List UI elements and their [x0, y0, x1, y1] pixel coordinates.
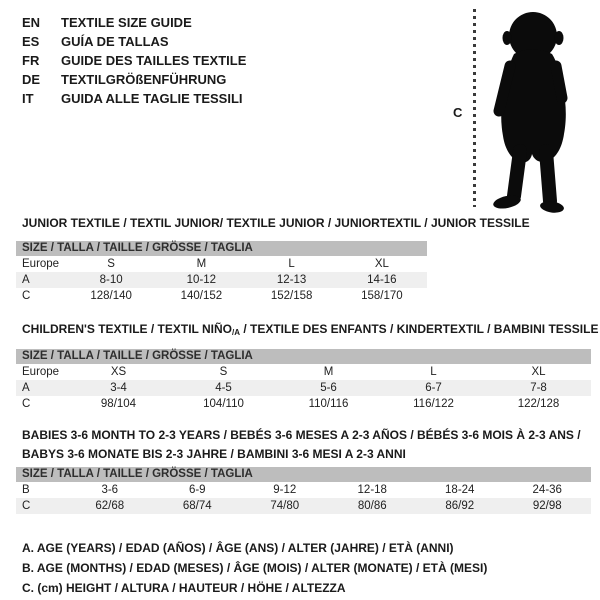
table-cell: M — [196, 258, 207, 270]
childrens-size-table — [16, 364, 591, 412]
table-row-height — [16, 396, 591, 412]
table-cell: S — [219, 366, 228, 378]
table-cell: 110/116 — [308, 398, 349, 410]
language-row-fr — [22, 51, 246, 70]
table-row-europe — [16, 256, 427, 272]
table-cell: XL — [374, 258, 389, 270]
table-cell: S — [107, 258, 115, 270]
table-cell: 6-7 — [425, 382, 442, 394]
table-cell: XS — [110, 366, 127, 378]
table-cell: 3-6 — [101, 484, 119, 496]
language-label: GUIDA ALLE TAGLIE TESSILI — [61, 91, 243, 106]
table-cell: 116/122 — [413, 398, 454, 410]
table-cell: 74/80 — [270, 500, 300, 512]
table-cell: 6-9 — [188, 484, 206, 496]
language-code: EN — [22, 15, 41, 30]
table-cell: 86/92 — [445, 500, 475, 512]
language-label: GUIDE DES TAILLES TEXTILE — [61, 53, 247, 68]
language-label: GUÍA DE TALLAS — [61, 34, 169, 49]
measurement-legend — [22, 538, 487, 598]
table-row-age — [16, 272, 427, 288]
table-cell: 98/104 — [100, 398, 137, 410]
table-cell: 8-10 — [99, 274, 123, 286]
title-line-2: BABYS 3-6 MONATE BIS 2-3 JAHRE / BAMBINI 3-6 MESI A 2-3 ANNI — [22, 447, 406, 461]
table-row-age — [16, 380, 591, 396]
row-label: A — [22, 274, 30, 286]
childrens-textile-section — [16, 322, 599, 412]
babies-size-table — [16, 482, 591, 514]
table-cell: 3-4 — [110, 382, 127, 394]
table-row-europe — [16, 364, 591, 380]
language-row-en — [22, 13, 246, 32]
height-measure-dotted-line — [473, 9, 476, 207]
table-cell: 10-12 — [186, 274, 217, 286]
row-label: C — [22, 500, 31, 512]
table-cell: 128/140 — [90, 290, 132, 302]
table-cell: L — [430, 366, 437, 378]
junior-textile-section — [16, 216, 530, 304]
table-cell: 140/152 — [180, 290, 223, 302]
title-line-1: BABIES 3-6 MONTH TO 2-3 YEARS / BEBÉS 3-6 MESES A 2-3 AÑOS / BÉBÉS 3-6 MOIS À 2-3 ANS / — [22, 428, 581, 442]
table-cell: M — [323, 366, 334, 378]
baby-silhouette-image — [486, 8, 598, 213]
section-title-childrens — [16, 322, 599, 340]
babies-textile-section — [16, 426, 591, 514]
table-cell: 14-16 — [367, 274, 397, 286]
language-code: FR — [22, 53, 40, 68]
language-title-block — [22, 13, 246, 108]
language-label: TEXTILE SIZE GUIDE — [61, 15, 192, 30]
table-cell: 12-13 — [276, 274, 307, 286]
row-label: A — [22, 382, 30, 394]
title-text: CHILDREN'S TEXTILE / TEXTIL NIÑO — [22, 322, 232, 336]
section-title-junior: JUNIOR TEXTILE / TEXTIL JUNIOR/ TEXTILE JUNIOR / JUNIORTEXTIL / JUNIOR TESSILE — [22, 216, 530, 230]
row-label: B — [22, 484, 30, 496]
table-row-age-months — [16, 482, 591, 498]
table-cell: 9-12 — [273, 484, 297, 496]
size-header-bar: SIZE / TALLA / TAILLE / GRÖSSE / TAGLIA — [16, 349, 591, 364]
language-row-de — [22, 70, 246, 89]
row-label: C — [22, 398, 31, 410]
table-cell: 80/86 — [357, 500, 387, 512]
size-header-bar: SIZE / TALLA / TAILLE / GRÖSSE / TAGLIA — [16, 241, 427, 256]
language-code: IT — [22, 91, 34, 106]
language-row-it — [22, 89, 246, 108]
table-cell: L — [288, 258, 295, 270]
table-cell: 18-24 — [445, 484, 475, 496]
table-cell: 158/170 — [361, 290, 403, 302]
height-measure-label: C — [453, 105, 463, 120]
table-row-height — [16, 498, 591, 514]
table-row-height — [16, 288, 427, 304]
table-cell: 5-6 — [320, 382, 337, 394]
table-cell: XL — [531, 366, 546, 378]
table-cell: 7-8 — [530, 382, 547, 394]
table-cell: 24-36 — [532, 484, 562, 496]
legend-line-c: C. (cm) HEIGHT / ALTURA / HAUTEUR / HÖHE / ALTEZZA — [22, 581, 346, 595]
section-title-babies — [16, 426, 591, 464]
language-row-es — [22, 32, 246, 51]
row-label: C — [22, 290, 31, 302]
table-cell: 122/128 — [517, 398, 560, 410]
table-cell: 104/110 — [203, 398, 244, 410]
row-label: Europe — [22, 258, 60, 270]
table-cell: 68/74 — [182, 500, 212, 512]
title-subscript: /A — [231, 328, 240, 337]
table-cell: 92/98 — [532, 500, 562, 512]
table-cell: 152/158 — [270, 290, 313, 302]
language-code: ES — [22, 34, 40, 49]
size-header-bar: SIZE / TALLA / TAILLE / GRÖSSE / TAGLIA — [16, 467, 591, 482]
table-cell: 12-18 — [357, 484, 387, 496]
table-cell: 4-5 — [215, 382, 232, 394]
legend-line-a: A. AGE (YEARS) / EDAD (AÑOS) / ÂGE (ANS) / ALTER (JAHRE) / ETÀ (ANNI) — [22, 541, 454, 555]
language-label: TEXTILGRÖßENFÜHRUNG — [61, 72, 227, 87]
junior-size-table — [16, 256, 427, 304]
table-cell: 62/68 — [95, 500, 125, 512]
row-label: Europe — [22, 366, 60, 378]
title-text: / TEXTILE DES ENFANTS / KINDERTEXTIL / BAMBINI TESSILE — [239, 322, 599, 336]
legend-line-b: B. AGE (MONTHS) / EDAD (MESES) / ÂGE (MOIS) / ALTER (MONATE) / ETÀ (MESI) — [22, 561, 488, 575]
language-code: DE — [22, 72, 41, 87]
